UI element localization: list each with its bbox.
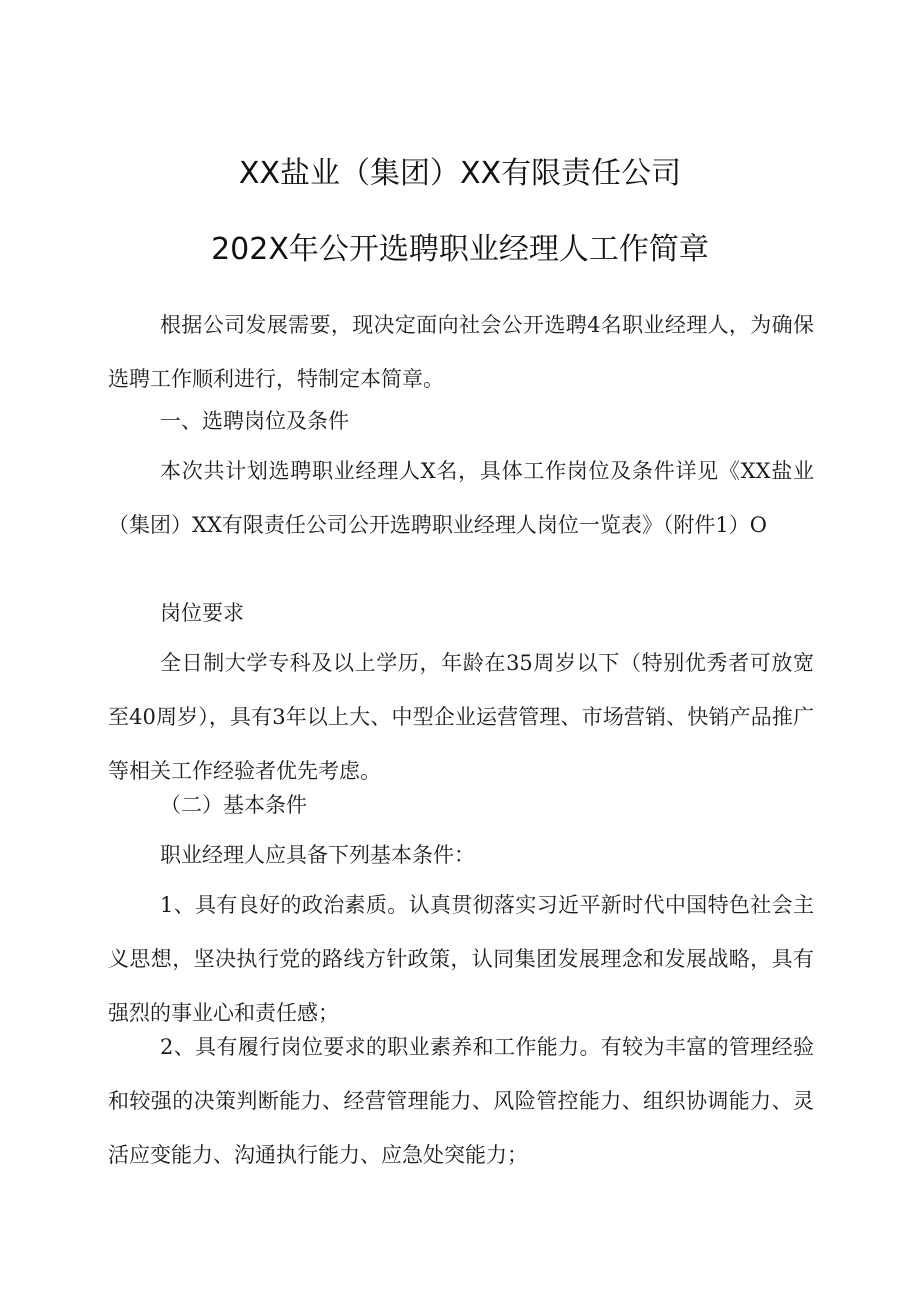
condition-item-1: 1、具有良好的政治素质。认真贯彻落实习近平新时代中国特色社会主义思想，坚决执行党的路线方针政策，认同集团发展理念和发展战略，具有强烈的事业心和责任感； (108, 893, 814, 1025)
document-title-line2: 202X年公开选聘职业经理人工作简章 (211, 232, 709, 267)
basic-conditions-intro: 职业经理人应具备下列基本条件： (160, 843, 475, 867)
section1-body: 本次共计划选聘职业经理人X名，具体工作岗位及条件详见《XX盐业（集团）XX有限责任公司公开选聘职业经理人岗位一览表》（附件1）O (108, 459, 814, 537)
document-title-line1: XX盐业（集团）XX有限责任公司 (238, 156, 682, 191)
post-requirements-body: 全日制大学专科及以上学历，年龄在35周岁以下（特别优秀者可放宽至40周岁），具有3年以上大、中型企业运营管理、市场营销、快销产品推广等相关工作经验者优先考虑。 (108, 651, 814, 783)
post-requirements-heading: 岗位要求 (160, 601, 244, 625)
intro-paragraph: 根据公司发展需要，现决定面向社会公开选聘4名职业经理人，为确保选聘工作顺利进行，特制定本简章。 (108, 313, 814, 391)
section1-heading: 一、选聘岗位及条件 (160, 409, 349, 433)
basic-conditions-heading: （二）基本条件 (160, 793, 307, 817)
condition-item-2: 2、具有履行岗位要求的职业素养和工作能力。有较为丰富的管理经验和较强的决策判断能力、经营管理能力、风险管控能力、组织协调能力、灵活应变能力、沟通执行能力、应急处突能力； (108, 1035, 814, 1167)
